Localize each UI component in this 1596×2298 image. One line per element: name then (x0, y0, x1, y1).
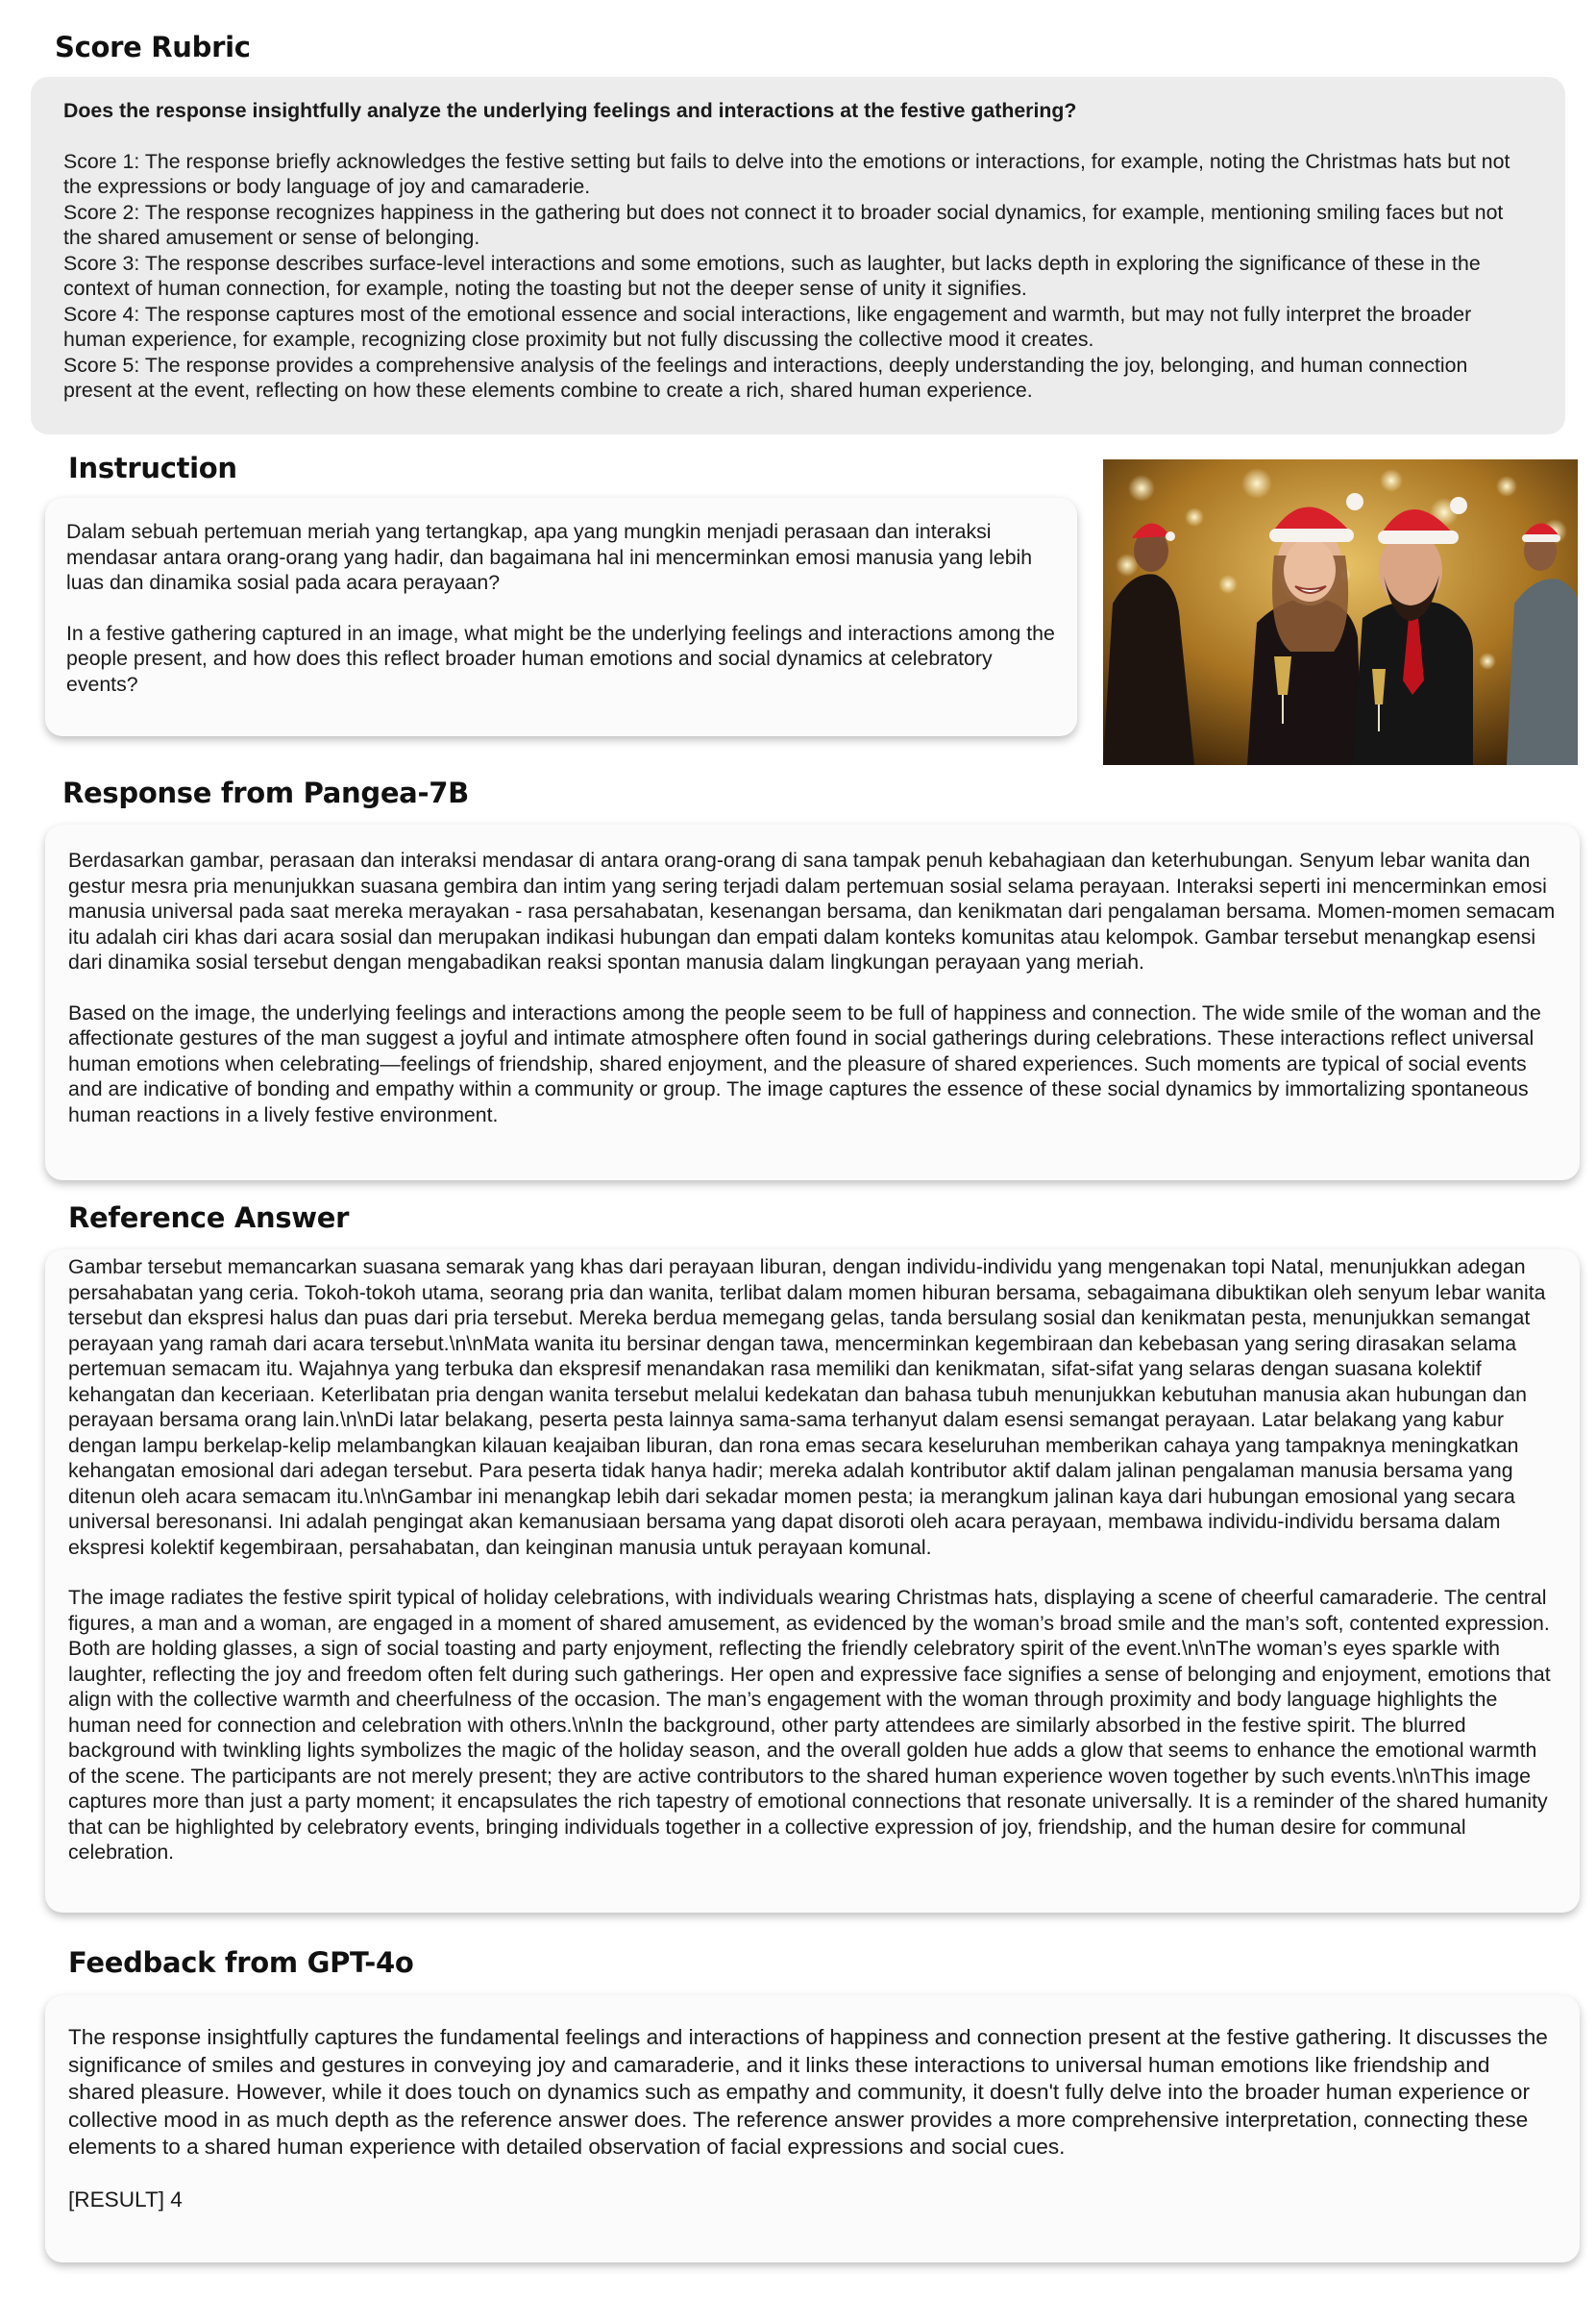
feedback-result: [RESULT] 4 (68, 2187, 183, 2212)
reference-card (45, 1249, 1580, 1913)
festive-gathering-photo (1103, 459, 1578, 765)
instruction-english: In a festive gathering captured in an image, what might be the underlying feelings and interactions among the people present, and how does this reflect broader human emotions and social dynamics at celebratory events? (66, 621, 1061, 696)
response-english: Based on the image, the underlying feelings and interactions among the people seem to be full of happiness and connection. The wide smile of the woman and the affectionate gestures of the man suggest a joyful and intimate atmosphere often found in social gatherings during celebrations. These interactions reflect universal human emotions when celebrating—feelings of friendship, shared enjoyment, and the pleasure of shared experiences. Such moments are typical of social events and are indicative of bonding and empathy within a community or group. The image captures the essence of these social dynamics by immortalizing spontaneous human reactions in a lively festive environment. (68, 1001, 1547, 1126)
rubric-card (31, 77, 1565, 434)
response-indonesian: Berdasarkan gambar, perasaan dan interaksi mendasar di antara orang-orang di sana tampak penuh kebahagiaan dan keterhubungan. Senyum lebar wanita dan gestur mesra pria menunjukkan suasana gembira dan intim yang sering terjadi dalam pertemuan sosial selama perayaan. Interaksi seperti ini mencerminkan emosi manusia universal pada saat mereka merayakan - rasa persahabatan, kesenangan bersama, dan kenikmatan dari pengalaman bersama. Momen-momen semacam itu adalah ciri khas dari acara sosial dan merupakan indikasi hubungan dan empati dalam konteks komunitas atau kelompok. Gambar tersebut menangkap esensi dari dinamika sosial tersebut dengan mengabadikan reaksi spontan manusia dalam lingkungan perayaan yang meriah. (68, 849, 1561, 974)
feedback-text: The response insightfully captures the fundamental feelings and interactions of happiness and connection present at the festive gathering. It discusses the significance of smiles and gestures in conveying joy and camaraderie, and it links these interactions to universal human emotions like friendship and shared pleasure. However, while it does touch on dynamics such as empathy and community, it doesn't fully delve into the broader human experience or collective mood in as much depth as the reference answer does. The reference answer provides a more comprehensive interpretation, connecting these elements to a shared human experience with detailed observation of facial expressions and social cues. (68, 2025, 1555, 2159)
response-heading: Response from Pangea-7B (62, 777, 469, 809)
instruction-heading: Instruction (68, 452, 237, 484)
rubric-score-2: Score 2: The response recognizes happiness in the gathering but does not connect it to broader social dynamics, for example, mentioning smiling faces but not the shared amusement or sense of belonging. (63, 200, 1510, 249)
reference-heading: Reference Answer (68, 1201, 350, 1234)
feedback-heading: Feedback from GPT-4o (68, 1946, 414, 1979)
instruction-indonesian: Dalam sebuah pertemuan meriah yang tertangkap, apa yang mungkin menjadi perasaan dan interaksi mendasar antara orang-orang yang hadir, dan bagaimana hal ini mencerminkan emosi manusia yang lebih luas dan dinamika sosial pada acara perayaan? (66, 520, 1039, 594)
rubric-question: Does the response insightfully analyze the underlying feelings and interactions at the festive gathering? (63, 99, 1077, 122)
rubric-heading: Score Rubric (55, 31, 251, 63)
rubric-score-1: Score 1: The response briefly acknowledges the festive setting but fails to delve into the emotions or interactions, for example, noting the Christmas hats but not the expressions or body language of joy and camaraderie. (63, 149, 1516, 198)
response-card (45, 825, 1580, 1180)
reference-indonesian: Gambar tersebut memancarkan suasana semarak yang khas dari perayaan liburan, dengan individu-individu yang mengenakan topi Natal, menunjukkan adegan persahabatan yang ceria. Tokoh-tokoh utama, seorang pria dan wanita, terlibat dalam momen hiburan bersama, sebagaimana dibuktikan oleh senyum lebar wanita tersebut dan ekspresi halus dan puas dari pria tersebut. Mereka berdua memegang gelas, tanda bersulang sosial dan kenikmatan pesta, menunjukkan semangat perayaan yang ramah dari acara tersebut.\n\nMata wanita itu bersinar dengan tawa, mencerminkan kegembiraan dan kebebasan yang sering dirasakan selama pertemuan semacam itu. Wajahnya yang terbuka dan ekspresif menandakan rasa memiliki dan kenikmatan, sifat-sifat yang selaras dengan suasana kolektif kehangatan dan keceriaan. Keterlibatan pria dengan wanita tersebut melalui kedekatan dan bahasa tubuh menunjukkan kebutuhan manusia akan hubungan dan perayaan bersama orang lain.\n\nDi latar belakang, peserta pesta lainnya sama-sama terhanyut dalam esensi semangat perayaan. Latar belakang yang kabur dengan lampu berkelap-kelip melambangkan kilauan keajaiban liburan, dan rona emas secara keseluruhan memberikan cahaya yang tampaknya meningkatkan kehangatan emosional dari adegan tersebut. Para peserta tidak hanya hadir; mereka adalah kontributor aktif dalam jalinan pengalaman manusia bersama yang ditenun oleh acara semacam itu.\n\nGambar ini menangkap lebih dari sekadar momen pesta; ia merangkum jalinan kaya dari hubungan emosional yang secara universal beresonansi. Ini adalah pengingat akan kemanusiaan bersama yang dapat disoroti oleh acara perayaan, membawa individu-individu bersama dalam ekspresi kolektif kegembiraan, persahabatan, dan keinginan manusia untuk perayaan komunal. (68, 1255, 1552, 1559)
reference-english: The image radiates the festive spirit typical of holiday celebrations, with individuals wearing Christmas hats, displaying a scene of cheerful camaraderie. The central figures, a man and a woman, are engaged in a moment of shared amusement, as evidenced by the woman’s broad smile and the man’s soft, contented expression. Both are holding glasses, a sign of social toasting and party enjoyment, reflecting the friendly celebratory spirit of the event.\n\nThe woman’s eyes sparkle with laughter, reflecting the joy and freedom often felt during such gatherings. Her open and expressive face signifies a sense of belonging and enjoyment, emotions that align with the collective warmth and cheerfulness of the occasion. The man’s engagement with the woman through proximity and body language highlights the human need for connection and celebration with others.\n\nIn the background, other party attendees are similarly absorbed in the festive spirit. The blurred background with twinkling lights symbolizes the magic of the holiday season, and the overall golden hue adds a glow that seems to enhance the emotional warmth of the scene. The participants are not merely present; they are active contributors to the shared human experience woven together by such events.\n\nThis image captures more than just a party moment; it encapsulates the rich tapestry of emotional connections that resonate universally. It is a reminder of the shared humanity that can be highlighted by celebratory events, bringing individuals together in a collective expression of joy, friendship, and the human desire for communal celebration. (68, 1586, 1557, 1864)
feedback-card (45, 1995, 1580, 2262)
rubric-score-5: Score 5: The response provides a comprehensive analysis of the feelings and interactions, deeply understanding the joy, belonging, and human connection present at the event, reflecting on how these elements combine to create a rich, shared human experience. (63, 353, 1474, 402)
rubric-score-4: Score 4: The response captures most of the emotional essence and social interactions, like engagement and warmth, but may not fully interpret the broader human experience, for example, recognizing close proximity but not fully discussing the collective mood it creates. (63, 302, 1478, 351)
instruction-card (45, 498, 1077, 736)
rubric-score-3: Score 3: The response describes surface-level interactions and some emotions, such as laughter, but lacks depth in exploring the significance of these in the context of human connection, for example, noting the toasting but not the deeper sense of unity it signifies. (63, 251, 1486, 300)
